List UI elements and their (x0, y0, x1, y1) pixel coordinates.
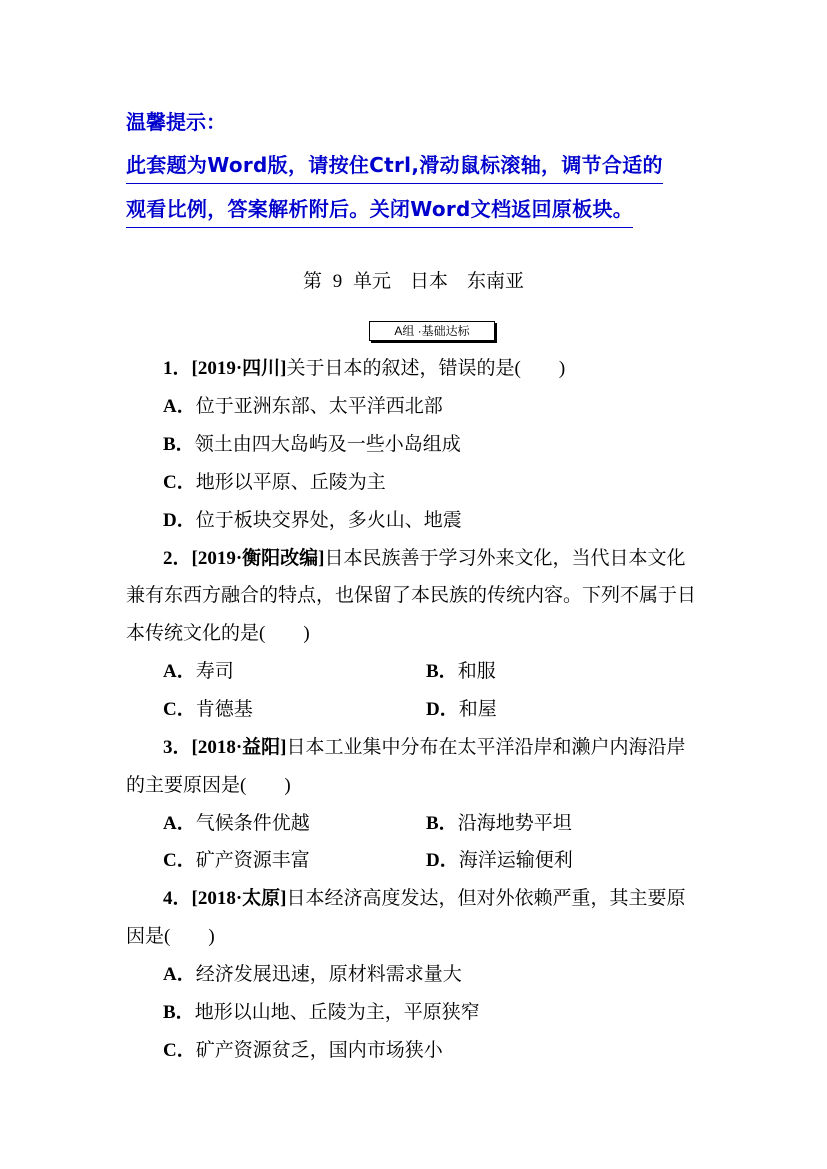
question-2-continuation: 本传统文化的是( ) (126, 623, 310, 644)
question-number: 2． (163, 548, 192, 569)
question-1-option-b[interactable] (163, 435, 461, 454)
option-text: 和服 (457, 661, 496, 682)
question-1-option-c[interactable] (163, 473, 386, 492)
option-text: 矿产资源贫乏，国内市场狭小 (195, 1040, 443, 1061)
question-source: [2018·太原] (191, 888, 287, 909)
question-4-option-c[interactable] (163, 1041, 443, 1060)
option-text: 肯德基 (195, 699, 253, 720)
question-3-continuation: 的主要原因是( ) (126, 775, 291, 796)
option-letter: D． (426, 850, 459, 871)
question-number: 4． (163, 888, 192, 909)
section-badge: A组 ·基础达标 (369, 321, 495, 341)
option-letter: C． (163, 1040, 196, 1061)
question-4-option-b[interactable] (163, 1003, 480, 1022)
option-text: 海洋运输便利 (458, 850, 573, 871)
question-text: 关于日本的叙述，错误的是( ) (286, 358, 566, 379)
option-letter: A． (163, 964, 196, 985)
question-2-option-a[interactable] (163, 662, 234, 681)
option-letter: B． (426, 661, 458, 682)
option-text: 位于板块交界处，多火山、地震 (195, 510, 462, 531)
question-source: [2018·益阳] (191, 737, 287, 758)
question-text: 日本民族善于学习外来文化，当代日本文化 (324, 548, 686, 569)
option-text: 气候条件优越 (195, 813, 310, 834)
option-text: 经济发展迅速，原材料需求量大 (195, 964, 462, 985)
question-4-continuation: 因是( ) (126, 926, 215, 947)
question-1-option-a[interactable] (163, 397, 443, 416)
question-3-option-b[interactable] (426, 814, 572, 833)
option-letter: B． (163, 434, 195, 455)
tip-line-1 (126, 155, 663, 175)
option-text: 地形以山地、丘陵为主，平原狭窄 (194, 1002, 480, 1023)
option-text: 位于亚洲东部、太平洋西北部 (195, 396, 443, 417)
option-text: 地形以平原、丘陵为主 (195, 472, 386, 493)
tip-line-1-text[interactable]: 此套题为Word版，请按住Ctrl,滑动鼠标滚轴，调节合适的 (126, 153, 663, 184)
tip-line-2-text[interactable]: 观看比例，答案解析附后。关闭Word文档返回原板块。 (126, 197, 633, 228)
question-3-stem (163, 738, 686, 757)
option-letter: D． (426, 699, 459, 720)
question-3-option-c[interactable] (163, 851, 310, 870)
question-text: 日本工业集中分布在太平洋沿岸和濑户内海沿岸 (286, 737, 686, 758)
option-letter: B． (163, 1002, 195, 1023)
question-source: [2019·衡阳改编] (191, 548, 325, 569)
question-2-option-b[interactable] (426, 662, 496, 681)
option-text: 矿产资源丰富 (195, 850, 310, 871)
question-2-stem (163, 549, 686, 568)
option-letter: C． (163, 699, 196, 720)
option-text: 沿海地势平坦 (457, 813, 572, 834)
option-letter: B． (426, 813, 458, 834)
question-2-option-d[interactable] (426, 700, 497, 719)
question-1-option-d[interactable] (163, 511, 462, 530)
question-number: 3． (163, 737, 192, 758)
question-2-option-c[interactable] (163, 700, 253, 719)
option-text: 领土由四大岛屿及一些小岛组成 (194, 434, 461, 455)
option-letter: C． (163, 472, 196, 493)
option-letter: A． (163, 661, 196, 682)
question-number: 1． (163, 358, 192, 379)
question-2-continuation: 兼有东西方融合的特点，也保留了本民族的传统内容。下列不属于日 (126, 585, 697, 606)
question-text: 日本经济高度发达，但对外依赖严重，其主要原 (286, 888, 686, 909)
option-letter: A． (163, 396, 196, 417)
option-text: 寿司 (195, 661, 234, 682)
option-letter: D． (163, 510, 196, 531)
question-3-option-a[interactable] (163, 814, 310, 833)
option-letter: A． (163, 813, 196, 834)
question-4-stem (163, 889, 686, 908)
option-text: 和屋 (458, 699, 497, 720)
question-source: [2019·四川] (191, 358, 287, 379)
unit-title: 第 9 单元 日本 东南亚 (302, 271, 524, 292)
question-4-option-a[interactable] (163, 965, 462, 984)
tip-line-2 (126, 199, 633, 219)
option-letter: C． (163, 850, 196, 871)
tip-title: 温馨提示： (126, 110, 226, 134)
question-3-option-d[interactable] (426, 851, 573, 870)
question-1-stem (163, 359, 565, 378)
